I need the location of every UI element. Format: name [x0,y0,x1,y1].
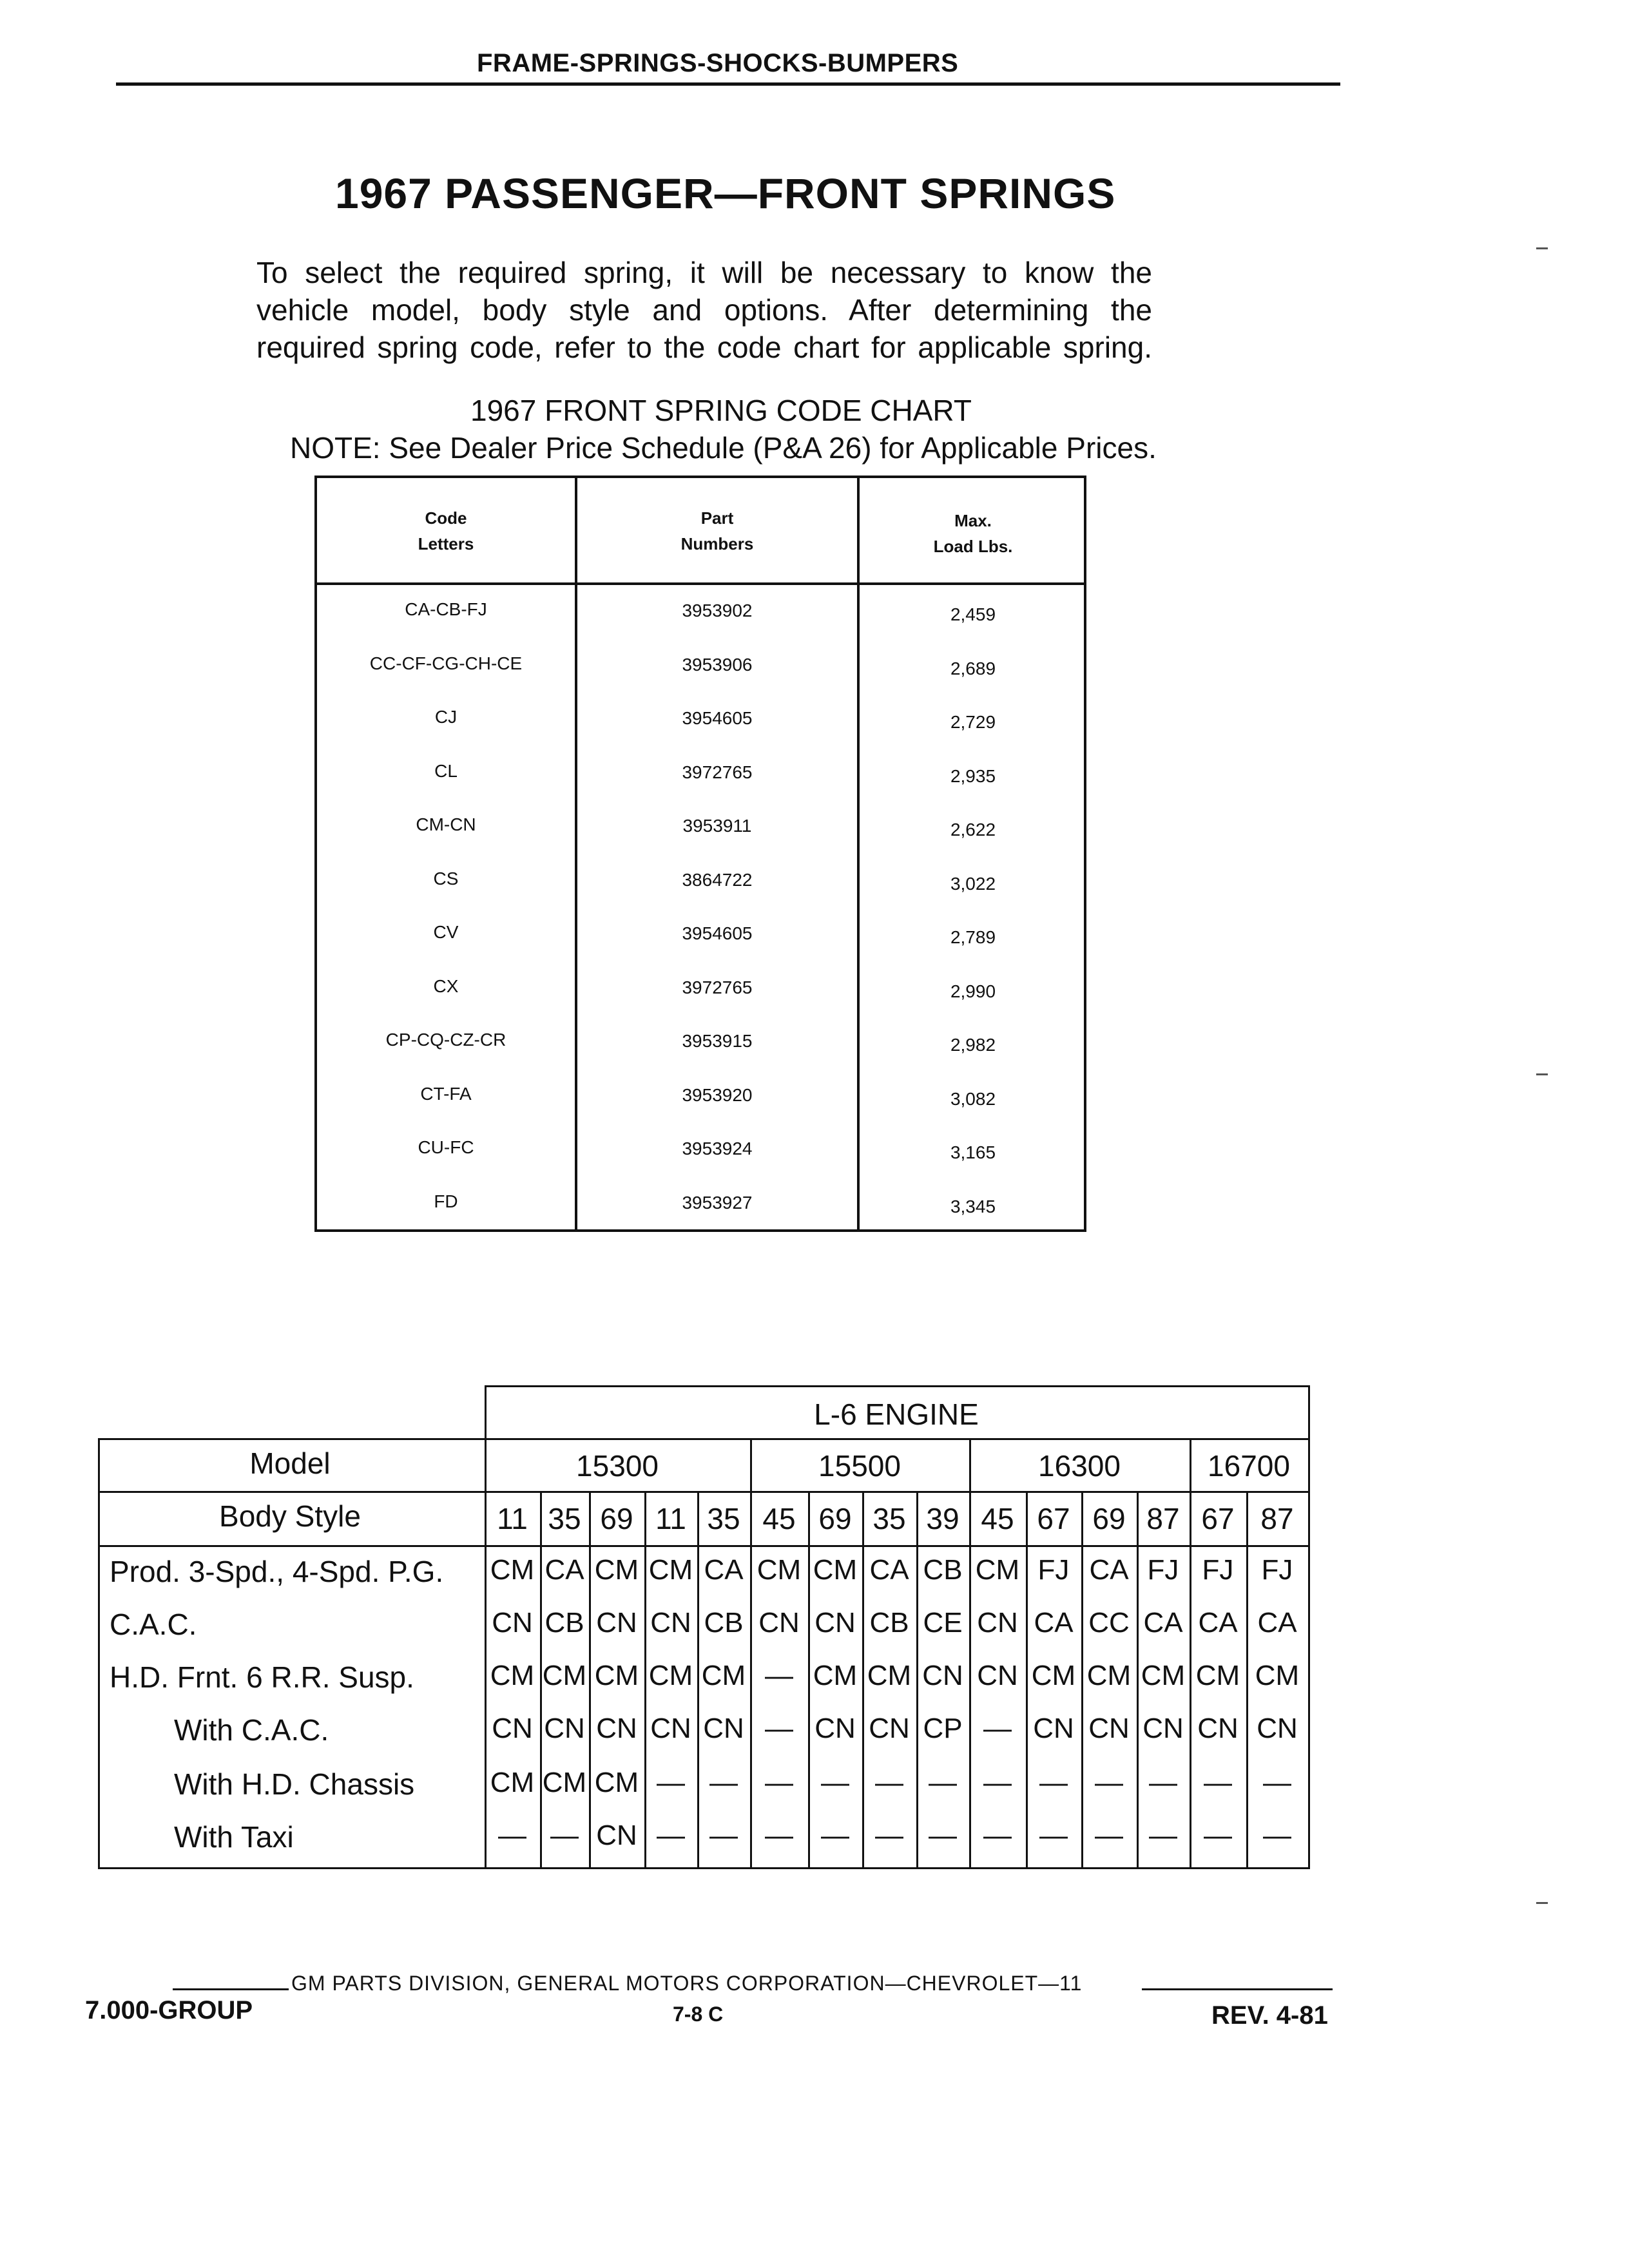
spring-code-cell: CA [869,1554,909,1586]
intro-line-1: To select the required spring, it will be necessary to know the [256,256,1152,289]
spring-code-cell: CM [1086,1660,1132,1691]
body-style-code: 35 [707,1502,740,1535]
spring-code-cell: — [1149,1820,1177,1851]
option-label: C.A.C. [110,1608,197,1641]
body-style-code: 67 [1201,1502,1235,1535]
body-style-code: 69 [818,1502,852,1535]
body-style-code: 35 [548,1502,581,1535]
table-row [317,976,1084,1030]
model-number: 16300 [1038,1449,1121,1483]
part-number-cell: 3953924 [682,1139,753,1158]
spring-code-cell: CM [1255,1660,1300,1691]
spring-code-cell: CN [596,1820,637,1851]
spring-code-cell: CN [1142,1713,1184,1744]
spring-code-cell: CM [867,1660,912,1691]
spring-code-cell: — [821,1820,849,1851]
spring-code-cell: CM [757,1554,802,1586]
max-load-cell: 3,022 [950,873,996,894]
footer-group: 7.000-GROUP [85,1996,253,2024]
spring-code-cell: — [765,1767,793,1798]
spring-code-cell: CN [1088,1713,1130,1744]
header-part-numbers [577,505,857,557]
spring-code-cell: FJ [1202,1554,1234,1586]
code-letters-cell: CP-CQ-CZ-CR [385,1030,506,1050]
body-style-code: 45 [762,1502,796,1535]
max-load-cell: 2,622 [950,820,996,840]
spring-code-cell: CN [703,1713,744,1744]
code-letters-cell: CT-FA [420,1083,472,1104]
spring-code-cell: CA [1034,1607,1074,1639]
code-letters-cell: CA-CB-FJ [405,599,487,619]
spring-code-cell: — [550,1820,579,1851]
spring-code-cell: CM [594,1554,639,1586]
model-number: 16700 [1208,1449,1290,1483]
spring-code-cell: — [1204,1767,1232,1798]
part-number-cell: 3953920 [682,1084,753,1105]
body-style-code: 45 [981,1502,1014,1535]
body-style-code: 67 [1037,1502,1070,1535]
table-row [317,1084,1084,1138]
table-row [317,1191,1084,1245]
part-number-cell: 3972765 [682,762,753,782]
spring-code-cell: CN [922,1660,963,1691]
body-style-label: Body Style [219,1499,361,1533]
footer-page-number: 7-8 C [673,2003,724,2026]
table-row [317,869,1084,923]
part-number-cell: 3954605 [682,708,753,728]
section-header [116,44,1340,86]
model-number: 15300 [576,1449,659,1483]
spring-code-cell: CA [1143,1607,1183,1639]
spring-code-cell: CN [1197,1713,1239,1744]
header-code-letters [317,505,575,557]
body-style-code: 87 [1260,1502,1294,1535]
spring-code-cell: CB [923,1554,963,1586]
header-code-line1: Code [425,508,467,528]
spring-code-cell: — [1204,1820,1232,1851]
code-letters-cell: FD [434,1191,458,1211]
spring-code-cell: — [765,1713,793,1744]
option-label: With H.D. Chassis [174,1767,415,1801]
spring-code-cell: CN [1257,1713,1298,1744]
spring-code-cell: — [875,1820,903,1851]
max-load-cell: 2,789 [950,927,996,947]
spring-code-cell: CN [977,1660,1018,1691]
spring-code-cell: CP [923,1713,963,1744]
table-row [317,922,1084,976]
intro-line-3: required spring code, refer to the code chart for applicable spring. [256,331,1152,364]
spring-code-cell: — [929,1820,957,1851]
spring-code-cell: CM [542,1660,587,1691]
spring-code-cell: — [657,1820,685,1851]
code-letters-cell: CL [434,760,458,781]
part-number-cell: 3953915 [682,1031,753,1051]
footer-revision: REV. 4-81 [1211,2001,1328,2030]
spring-code-cell: CN [869,1713,910,1744]
footer-rule [1142,1988,1333,1990]
spring-code-cell: CN [596,1713,637,1744]
footer-publisher: GM PARTS DIVISION, GENERAL MOTORS CORPORATION—CHEVROLET—11 [291,1972,1083,1995]
max-load-cell: 2,935 [950,765,996,786]
body-style-code: 87 [1146,1502,1180,1535]
grid-line [485,1385,1309,1387]
header-code-line2: Letters [418,534,474,553]
margin-mark [1536,1902,1548,1904]
model-label: Model [249,1446,331,1480]
spring-code-cell: CM [542,1767,587,1798]
spring-code-cell: — [657,1767,685,1798]
body-style-code: 39 [926,1502,959,1535]
spring-code-cell: CN [492,1713,533,1744]
spring-code-cell: CB [704,1607,744,1639]
part-number-cell: 3953911 [682,816,752,836]
spring-code-cell: — [1039,1767,1068,1798]
spring-code-cell: — [821,1767,849,1798]
spring-code-cell: CN [1033,1713,1074,1744]
part-number-cell: 3954605 [682,923,753,943]
max-load-cell: 3,165 [950,1142,996,1162]
spring-code-cell: — [765,1820,793,1851]
max-load-cell: 3,345 [950,1196,996,1216]
spring-code-cell: — [709,1767,738,1798]
max-load-cell: 2,982 [950,1035,996,1055]
spring-code-cell: CM [701,1660,746,1691]
engine-heading: L-6 ENGINE [814,1398,979,1431]
spring-code-cell: CA [704,1554,744,1586]
code-letters-cell: CC-CF-CG-CH-CE [369,653,523,673]
model-number: 15500 [818,1449,901,1483]
spring-code-cell: CN [758,1607,800,1639]
spring-code-cell: CM [648,1660,693,1691]
spring-code-cell: CM [490,1660,535,1691]
code-letters-cell: CX [433,975,459,996]
body-style-code: 69 [1092,1502,1126,1535]
spring-code-cell: CM [594,1767,639,1798]
spring-code-cell: CN [815,1713,856,1744]
part-number-cell: 3953906 [682,654,753,675]
intro-line-2: vehicle model, body style and options. After determining the [256,293,1152,327]
spring-code-cell: CA [1089,1554,1129,1586]
grid-line [98,1545,1309,1547]
spring-code-cell: — [1095,1767,1123,1798]
table-row [317,761,1084,815]
spring-code-cell: CN [544,1713,585,1744]
spring-code-cell: CE [923,1607,963,1639]
spring-code-cell: — [709,1820,738,1851]
spring-code-cell: — [1149,1767,1177,1798]
spring-code-cell: CM [1195,1660,1240,1691]
chart-note: NOTE: See Dealer Price Schedule (P&A 26) for Applicable Prices. [290,431,1157,465]
table-row [317,707,1084,761]
spring-code-cell: CN [815,1607,856,1639]
section-header-text: FRAME-SPRINGS-SHOCKS-BUMPERS [477,49,959,77]
spring-code-cell: — [1263,1820,1291,1851]
spring-code-cell: — [983,1820,1012,1851]
grid-line [98,1491,1309,1493]
header-part-line2: Numbers [680,534,754,553]
header-max-load [860,508,1086,559]
table-row [317,814,1084,869]
spring-code-cell: CN [650,1607,691,1639]
body-style-code: 69 [600,1502,633,1535]
header-load-line1: Max. [954,511,992,530]
header-load-line2: Load Lbs. [933,537,1013,556]
spring-code-cell: CM [813,1554,858,1586]
spring-application-table [98,1385,1309,1869]
grid-line [98,1867,1309,1869]
spring-code-cell: CM [648,1554,693,1586]
spring-code-cell: FJ [1147,1554,1179,1586]
spring-code-cell: FJ [1037,1554,1070,1586]
spring-code-cell: CB [869,1607,909,1639]
spring-code-cell: — [1095,1820,1123,1851]
option-label: Prod. 3-Spd., 4-Spd. P.G. [110,1555,444,1588]
option-label: With Taxi [174,1820,294,1854]
spring-code-cell: CM [813,1660,858,1691]
table-row [317,599,1084,653]
spring-code-table [314,476,1086,1232]
spring-code-cell: CA [1257,1607,1297,1639]
spring-code-cell: CB [545,1607,584,1639]
part-number-cell: 3864722 [682,869,753,890]
body-style-code: 11 [655,1502,686,1535]
spring-code-cell: — [929,1767,957,1798]
code-letters-cell: CM-CN [416,814,476,834]
spring-code-cell: CN [977,1607,1018,1639]
code-letters-cell: CV [433,922,459,942]
code-letters-cell: CU-FC [418,1137,474,1157]
spring-code-cell: — [983,1767,1012,1798]
table-row [317,653,1084,707]
option-label: With C.A.C. [174,1713,329,1747]
spring-code-cell: CM [594,1660,639,1691]
spring-code-cell: CM [490,1554,535,1586]
max-load-cell: 2,990 [950,981,996,1001]
spring-code-cell: CN [492,1607,533,1639]
code-letters-cell: CJ [434,707,458,727]
table-row [317,1137,1084,1191]
spring-code-cell: CA [1198,1607,1238,1639]
spring-code-cell: FJ [1261,1554,1293,1586]
max-load-cell: 3,082 [950,1088,996,1109]
spring-code-cell: CN [650,1713,691,1744]
body-style-code: 11 [497,1502,528,1535]
chart-title: 1967 FRONT SPRING CODE CHART [470,394,972,427]
table-row [317,1030,1084,1084]
spring-code-cell: CM [975,1554,1020,1586]
part-number-cell: 3953927 [682,1192,753,1213]
option-label: H.D. Frnt. 6 R.R. Susp. [110,1660,414,1694]
margin-mark [1536,1073,1548,1075]
spring-code-cell: — [1039,1820,1068,1851]
grid-line [98,1438,1309,1440]
max-load-cell: 2,729 [950,712,996,732]
spring-code-cell: CC [1088,1607,1130,1639]
header-part-line1: Part [700,508,734,528]
spring-code-cell: CA [545,1554,584,1586]
grid-line [1308,1385,1310,1869]
part-number-cell: 3953902 [682,601,753,620]
max-load-cell: 2,689 [950,658,996,678]
spring-code-cell: CM [1141,1660,1186,1691]
body-style-code: 35 [872,1502,906,1535]
spring-code-cell: — [983,1713,1012,1744]
spring-code-cell: — [1263,1767,1291,1798]
max-load-cell: 2,459 [950,604,996,624]
spring-code-cell: CM [490,1767,535,1798]
footer-rule [173,1988,289,1990]
code-letters-cell: CS [433,868,459,889]
spring-code-cell: — [498,1820,526,1851]
spring-code-cell: CM [1031,1660,1076,1691]
part-number-cell: 3972765 [682,977,753,997]
margin-mark [1536,247,1548,249]
page-title: 1967 PASSENGER—FRONT SPRINGS [335,169,1116,217]
spring-code-cell: — [875,1767,903,1798]
spring-code-cell: — [765,1660,793,1691]
spring-code-cell: CN [596,1607,637,1639]
